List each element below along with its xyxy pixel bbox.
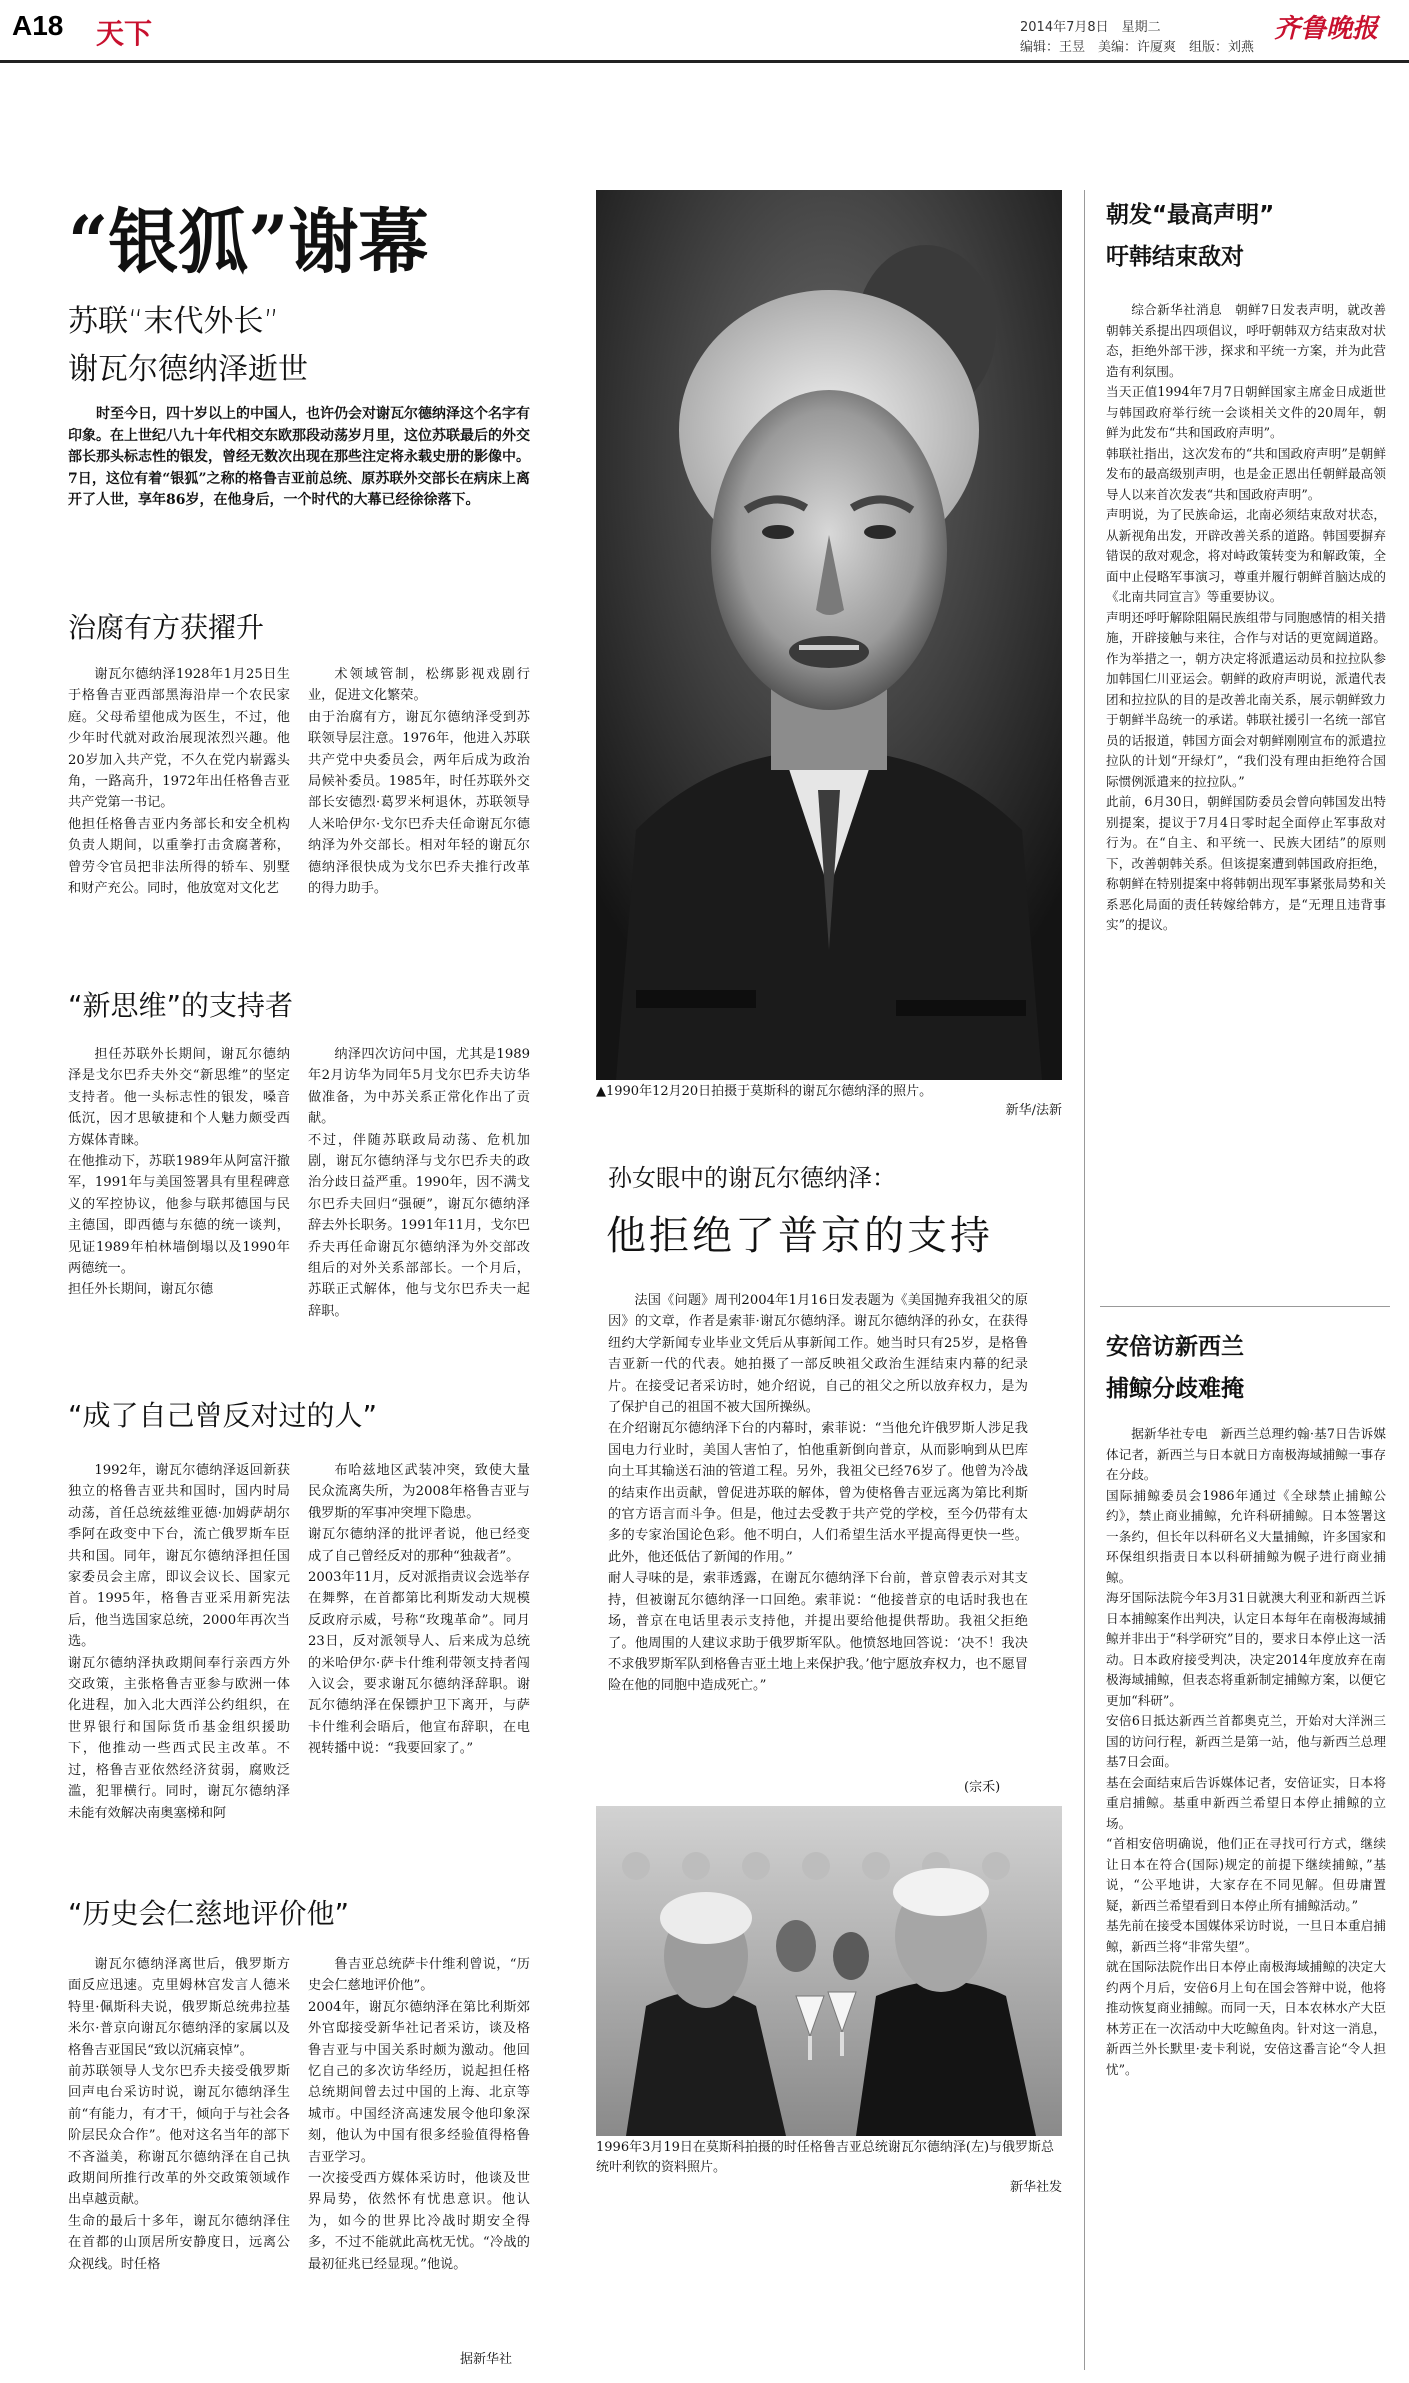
handshake-caption-text: 1996年3月19日在莫斯科拍摄的时任格鲁吉亚总统谢瓦尔德纳泽(左)与俄罗斯总统叶利钦的资料照片。 — [596, 2140, 1055, 2175]
right-article-2-body: 据新华社专电 新西兰总理约翰·基7日告诉媒体记者，新西兰与日本就日方南极海域捕鲸一事存在分歧。 国际捕鲸委员会1986年通过《全球禁止捕鲸公约》，禁止商业捕鲸，允许科研捕鲸。日本签署这一条约，但长年以科研名义大量捕鲸，许多国家和环保组织指责日本以科研捕鲸为幌子进行商业捕鲸。 海牙国际法院今年3月31日就澳大利亚和新西兰诉日本捕鲸案作出判决，认定日本每年在南极海域捕鲸并非出于“科学研究”目的，要求日本停止这一活动。日本政府接受判决，决定2014年度放弃在南极海域捕鲸，但表态将重新制定捕鲸方案，以便它更加“科研”。 安倍6日抵达新西兰首都奥克兰，开始对大洋洲三国的访问行程，新西兰是第一站，他与新西兰总理基7日会面。 基在会面结束后告诉媒体记者，安倍证实，日本将重启捕鲸。基重申新西兰希望日本停止捕鲸的立场。 “首相安倍明确说，他们正在寻找可行方式，继续让日本在符合(国际)规定的前提下继续捕鲸，”基说，“公平地讲，大家存在不同见解。但毋庸置疑，新西兰希望看到日本停止所有捕鲸活动。” 基先前在接受本国媒体采访时说，一旦日本重启捕鲸，新西兰将“非常失望”。 就在国际法院作出日本停止南极海域捕鲸的决定大约两个月后，安倍6月上旬在国会答辩中说，他将推动恢复商业捕鲸。而同一天，日本农林水产大臣林芳正在一次活动中大吃鲸鱼肉。针对这一消息，新西兰外长默里·麦卡利说，安倍这番言论“令人担忧”。 — [1106, 1426, 1386, 2077]
page-number: A18 — [12, 10, 64, 41]
main-headline: “银狐”谢幕 — [68, 200, 429, 283]
side-body: 法国《问题》周刊2004年1月16日发表题为《美国抛弃我祖父的原因》的文章，作者是索菲·谢瓦尔德纳泽。谢瓦尔德纳泽的孙女，在获得纽约大学新闻专业毕业文凭后从事新闻工作。她当时只有25岁，是格鲁吉亚新一代的代表。她拍摄了一部反映祖父政治生涯结束内幕的纪录片。在接受记者采访时，她介绍说，自己的祖父之所以放弃权力，是为了保护自己的祖国不被大国所操纵。 在介绍谢瓦尔德纳泽下台的内幕时，索菲说：“当他允许俄罗斯人涉足我国电力行业时，美国人害怕了，怕他重新倒向普京，从而影响到从巴库向土耳其输送石油的管道工程。另外，我祖父已经76岁了。他曾为冷战的结束作出贡献，曾促进苏联的解体，曾为使格鲁吉亚远离为第比利斯的官方语言而斗争。但是，他过去受教于共产党的学校，至今仍带有太多的专家治国论色彩。他不明白，人们希望生活水平提高得更快一些。此外，他还低估了新闻的作用。” 耐人寻味的是，索菲透露，在谢瓦尔德纳泽下台前，普京曾表示对其支持，但被谢瓦尔德纳泽一口回绝。索菲说：“他接普京的电话时我也在场，普京在电话里表示支持他，并提出要给他提供帮助。我祖父拒绝了。他周围的人建议求助于俄罗斯军队。他愤怒地回答说：‘决不！我决不求俄罗斯军队到格鲁吉亚土地上来保护我。’他宁愿放弃权力，也不愿冒险在他的同胞中造成死亡。” — [608, 1293, 1028, 1694]
side-headline: 他拒绝了普京的支持 — [606, 1213, 993, 1259]
section-4-col2: 鲁吉亚总统萨卡什维利曾说，“历史会仁慈地评价他”。 2004年，谢瓦尔德纳泽在第比利斯郊外官邸接受新华社记者采访，谈及格鲁吉亚与中国关系时颇为激动。他回忆自己的多次访华经历，说起担任格总统期间曾去过中国的上海、北京等城市。中国经济高速发展令他印象深刻，他认为中国有很多经验值得格鲁吉亚学习。 一次接受西方媒体采访时，他谈及世界局势，依然怀有忧患意识。他认为，如今的世界比冷战时期安全得多，不过不能就此高枕无忧。“冷战的最初征兆已经显现。”他说。 — [308, 1957, 530, 2272]
section-1-heading: 治腐有方获擢升 — [68, 611, 265, 644]
right-column-divider — [1084, 190, 1085, 2370]
staff-line: 编辑：王昱 美编：许厦爽 组版：刘燕 — [1020, 40, 1255, 55]
portrait-caption-text: ▲1990年12月20日拍摄于莫斯科的谢瓦尔德纳泽的照片。 — [596, 1084, 933, 1099]
portrait-illustration — [596, 190, 1062, 1080]
section-2-col2: 纳泽四次访问中国，尤其是1989年2月访华为同年5月戈尔巴乔夫访华做准备，为中苏关系正常化作出了贡献。 不过，伴随苏联政局动荡、危机加剧，谢瓦尔德纳泽与戈尔巴乔夫的政治分歧日益严重。1990年，因不满戈尔巴乔夫回归“强硬”，谢瓦尔德纳泽辞去外长职务。1991年11月，戈尔巴乔夫再任命谢瓦尔德纳泽为外交部改组后的对外关系部部长。一个月后，苏联正式解体，他与戈尔巴乔夫一起辞职。 — [308, 1047, 530, 1319]
handshake-illustration — [596, 1806, 1062, 2136]
section-3-heading: “成了自己曾反对过的人” — [68, 1399, 378, 1432]
section-4-col1: 谢瓦尔德纳泽离世后，俄罗斯方面反应迅速。克里姆林宫发言人德米特里·佩斯科夫说，俄罗斯总统弗拉基米尔·普京向谢瓦尔德纳泽的家属以及格鲁吉亚国民“致以沉痛哀悼”。 前苏联领导人戈尔巴乔夫接受俄罗斯回声电台采访时说，谢瓦尔德纳泽生前“有能力，有才干，倾向于与社会各阶层民众合作”。他对这名当年的部下不吝溢美，称谢瓦尔德纳泽在自己执政期间所推行改革的外交政策领域作出卓越贡献。 生命的最后十多年，谢瓦尔德纳泽住在首都的山顶居所安静度日，远离公众视线。时任格 — [68, 1957, 290, 2272]
portrait-caption — [596, 1082, 1062, 1120]
handshake-credit: 新华社发 — [1009, 2180, 1062, 2195]
right-article-1-body: 综合新华社消息 朝鲜7日发表声明，就改善朝韩关系提出四项倡议，呼吁朝韩双方结束敌对状态，拒绝外部干涉，探求和平统一方案，并为此营造有利氛围。 当天正值1994年7月7日朝鲜国家主席金日成逝世与韩国政府举行统一会谈相关文件的20周年，朝鲜为此发布“共和国政府声明”。 韩联社指出，这次发布的“共和国政府声明”是朝鲜发布的最高级别声明，也是金正恩出任朝鲜最高领导人以来首次发表“共和国政府声明”。 声明说，为了民族命运，北南必须结束敌对状态，从新视角出发，开辟改善关系的道路。韩国要摒弃错误的敌对观念，将对峙政策转变为和解政策，全面中止侵略军事演习，尊重并履行朝鲜首脑达成的《北南共同宣言》等重要协议。 声明还呼吁解除阻隔民族组带与同胞感情的相关措施，开辟接触与来往，合作与对话的更宽阔道路。作为举措之一，朝方决定将派遣运动员和拉拉队参加韩国仁川亚运会。朝鲜的政府声明说，派遣代表团和拉拉队的目的是改善北南关系，展示朝鲜致力于朝鲜半岛统一的承诺。韩联社援引一名统一部官员的话报道，韩国方面会对朝鲜刚刚宣布的派遣拉拉队的计划“开绿灯”，“我们没有理由拒绝符合国际惯例派遣来的拉拉队。” 此前，6月30日，朝鲜国防委员会曾向韩国发出特别提案，提议于7月4日零时起全面停止军事敌对行为。在“自主、和平统一、民族大团结”的原则下，改善朝韩关系。但该提案遭到韩国政府拒绝，称朝鲜在特别提案中将韩朝出现军事紧张局势和关系恶化局面的责任转嫁给韩方，是“无理且违背事实”的提议。 — [1106, 302, 1386, 932]
lead-paragraph: 时至今日，四十岁以上的中国人，也许仍会对谢瓦尔德纳泽这个名字有印象。在上世纪八九十年代相交东欧那段动荡岁月里，这位苏联最后的外交部长那头标志性的银发，曾经无数次出现在那些注定将永载史册的影像中。7日，这位有着“银狐”之称的格鲁吉亚前总统、原苏联外交部长在病床上离开了人世，享年86岁，在他身后，一个时代的大幕已经徐徐落下。 — [68, 406, 530, 508]
right-article-2-title-1: 安倍访新西兰 — [1106, 1334, 1244, 1360]
main-subtitle-2: 谢瓦尔德纳泽逝世 — [68, 352, 308, 387]
masthead-divider — [0, 60, 1409, 63]
side-kicker: 孙女眼中的谢瓦尔德纳泽： — [608, 1164, 896, 1192]
paper-logo: 齐鲁晚报 — [1274, 14, 1379, 44]
right-article-divider — [1100, 1306, 1390, 1307]
section-4-source: 据新华社 — [460, 2352, 513, 2367]
side-byline: (宗禾) — [964, 1780, 1001, 1795]
right-article-1-title-2: 吁韩结束敌对 — [1106, 244, 1244, 270]
portrait-credit: 新华/法新 — [1005, 1103, 1062, 1118]
section-3-col1: 1992年，谢瓦尔德纳泽返回新获独立的格鲁吉亚共和国时，国内时局动荡，首任总统兹维亚德·加姆萨胡尔季阿在政变中下台，流亡俄罗斯车臣共和国。同年，谢瓦尔德纳泽担任国家委员会主席，即议会议长、国家元首。1995年，格鲁吉亚采用新宪法后，他当选国家总统，2000年再次当选。 谢瓦尔德纳泽执政期间奉行亲西方外交政策，主张格鲁吉亚参与欧洲一体化进程，加入北大西洋公约组织，在世界银行和国际货币基金组织援助下，他推动一些西式民主改革。不过，格鲁吉亚依然经济贫弱，腐败泛滥，犯罪横行。同时，谢瓦尔德纳泽未能有效解决南奥塞梯和阿 — [68, 1463, 290, 1821]
handshake-photo — [596, 1806, 1062, 2136]
masthead — [0, 0, 1409, 60]
section-1-col1: 谢瓦尔德纳泽1928年1月25日生于格鲁吉亚西部黑海沿岸一个农民家庭。父母希望他成为医生，不过，他少年时代就对政治展现浓烈兴趣。他20岁加入共产党，不久在党内崭露头角，一路高升，1972年出任格鲁吉亚共产党第一书记。 他担任格鲁吉亚内务部长和安全机构负责人期间，以重拳打击贪腐著称，曾劳令官员把非法所得的轿车、别墅和财产充公。同时，他放宽对文化艺 — [68, 667, 290, 897]
section-4-heading: “历史会仁慈地评价他” — [68, 1897, 350, 1930]
main-subtitle-1: 苏联“末代外长” — [68, 304, 280, 339]
date-line: 2014年7月8日 星期二 — [1020, 20, 1161, 35]
section-1-col2: 术领域管制，松绑影视戏剧行业，促进文化繁荣。 由于治腐有方，谢瓦尔德纳泽受到苏联领导层注意。1976年，他进入苏联共产党中央委员会，两年后成为政治局候补委员。1985年，时任苏联外交部长安德烈·葛罗米柯退休，苏联领导人米哈伊尔·戈尔巴乔夫任命谢瓦尔德纳泽为外交部长。相对年轻的谢瓦尔德纳泽很快成为戈尔巴乔夫推行改革的得力助手。 — [308, 667, 530, 897]
handshake-caption — [596, 2138, 1062, 2198]
section-2-col1: 担任苏联外长期间，谢瓦尔德纳泽是戈尔巴乔夫外交“新思维”的坚定支持者。他一头标志性的银发，嗓音低沉，因才思敏捷和个人魅力颇受西方媒体青睐。 在他推动下，苏联1989年从阿富汗撤军，1991年与美国签署具有里程碑意义的军控协议，他参与联邦德国与民主德国，即西德与东德的统一谈判，见证1989年柏林墙倒塌以及1990年两德统一。 担任外长期间，谢瓦尔德 — [68, 1047, 290, 1298]
portrait-photo — [596, 190, 1062, 1080]
section-3-col2: 布哈兹地区武装冲突，致使大量民众流离失所，为2008年格鲁吉亚与俄罗斯的军事冲突埋下隐患。 谢瓦尔德纳泽的批评者说，他已经变成了自己曾经反对的那种“独裁者”。 2003年11月，反对派指责议会选举存在舞弊，在首都第比利斯发动大规模反政府示威，号称“玫瑰革命”。同月23日，反对派领导人、后来成为总统的米哈伊尔·萨卡什维利带领支持者闯入议会，要求谢瓦尔德纳泽辞职。谢瓦尔德纳泽在保镖护卫下离开，与萨卡什维利会晤后，他宣布辞职，在电视转播中说：“我要回家了。” — [308, 1463, 530, 1757]
right-article-1-title-1: 朝发“最高声明” — [1106, 202, 1275, 228]
section-name: 天下 — [96, 17, 153, 50]
right-article-2-title-2: 捕鲸分歧难掩 — [1106, 1376, 1244, 1402]
section-2-heading: “新思维”的支持者 — [68, 989, 294, 1022]
